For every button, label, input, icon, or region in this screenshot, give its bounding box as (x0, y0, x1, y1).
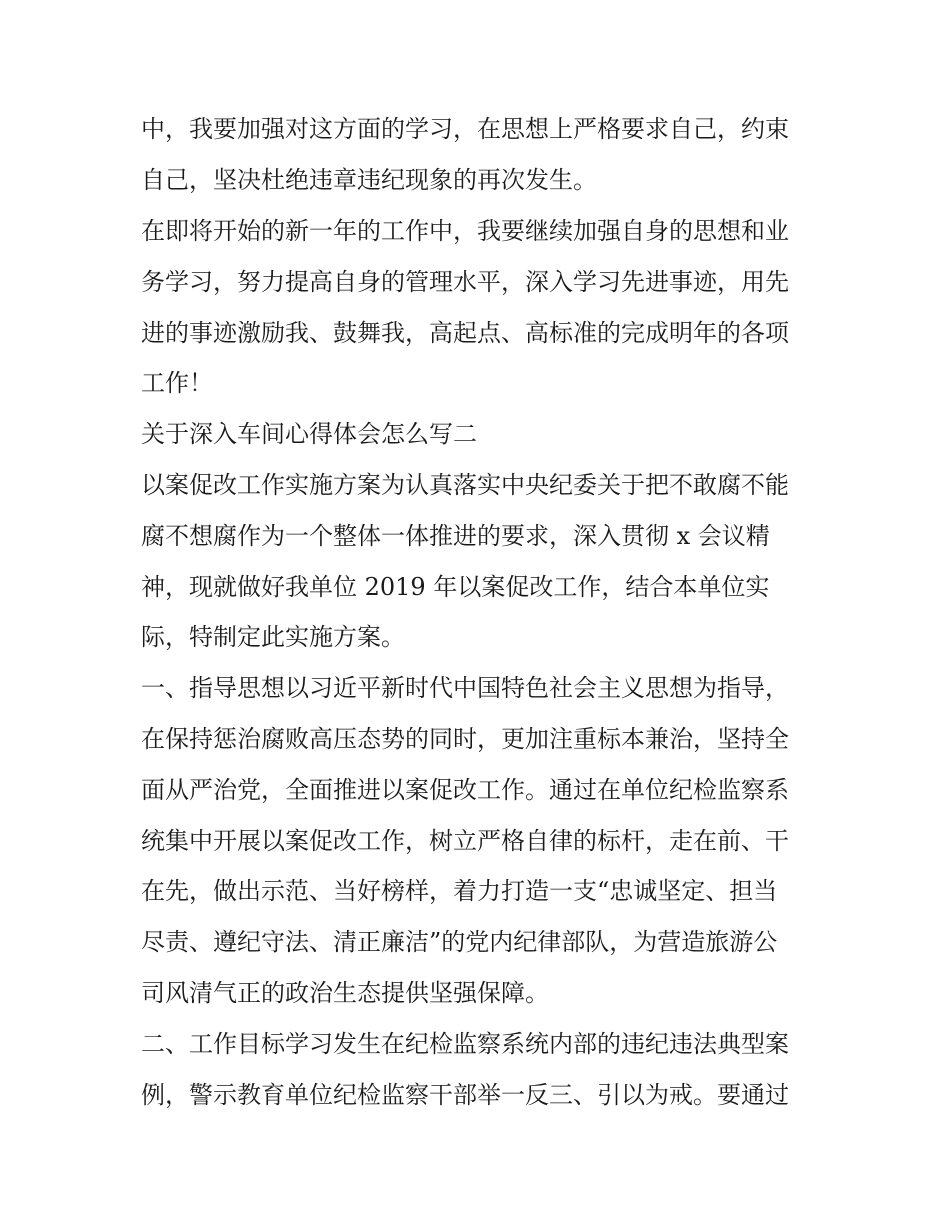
text-line: 司风清气正的政治生态提供坚强保障。 (141, 979, 549, 1007)
text-line: 务学习，努力提高自身的管理水平，深入学习先进事迹，用先 (141, 268, 789, 296)
text-line: 二、工作目标学习发生在纪检监察系统内部的违纪违法典型案 (141, 1030, 789, 1058)
text-line: 面从严治党，全面推进以案促改工作。通过在单位纪检监察系 (141, 776, 789, 804)
text-line: 一、指导思想以习近平新时代中国特色社会主义思想为指导， (141, 674, 789, 702)
text-line: 腐不想腐作为一个整体一体推进的要求，深入贯彻 x 会议精 (141, 522, 770, 550)
text-line: 以案促改工作实施方案为认真落实中央纪委关于把不敢腐不能 (141, 471, 789, 499)
text-line: 进的事迹激励我、鼓舞我，高起点、高标准的完成明年的各项 (141, 319, 789, 347)
text-line: 自己，坚决杜绝违章违纪现象的再次发生。 (141, 166, 597, 194)
text-line: 在保持惩治腐败高压态势的同时，更加注重标本兼治，坚持全 (141, 725, 789, 753)
text-line: 中，我要加强对这方面的学习，在思想上严格要求自己，约束 (141, 115, 789, 143)
text-line: 工作！ (141, 369, 213, 397)
text-line: 在即将开始的新一年的工作中，我要继续加强自身的思想和业 (141, 217, 789, 245)
text-line: 尽责、遵纪守法、清正廉洁”的党内纪律部队，为营造旅游公 (141, 928, 778, 956)
text-line: 在先，做出示范、当好榜样，着力打造一支“忠诚坚定、担当 (141, 877, 778, 905)
text-line: 统集中开展以案促改工作，树立严格自律的标杆，走在前、干 (141, 827, 789, 855)
text-line: 神，现就做好我单位 2019 年以案促改工作，结合本单位实 (141, 573, 770, 601)
section-heading: 关于深入车间心得体会怎么写二 (141, 420, 477, 448)
text-line: 际，特制定此实施方案。 (141, 623, 405, 651)
text-line: 例，警示教育单位纪检监察干部举一反三、引以为戒。要通过 (141, 1081, 789, 1109)
